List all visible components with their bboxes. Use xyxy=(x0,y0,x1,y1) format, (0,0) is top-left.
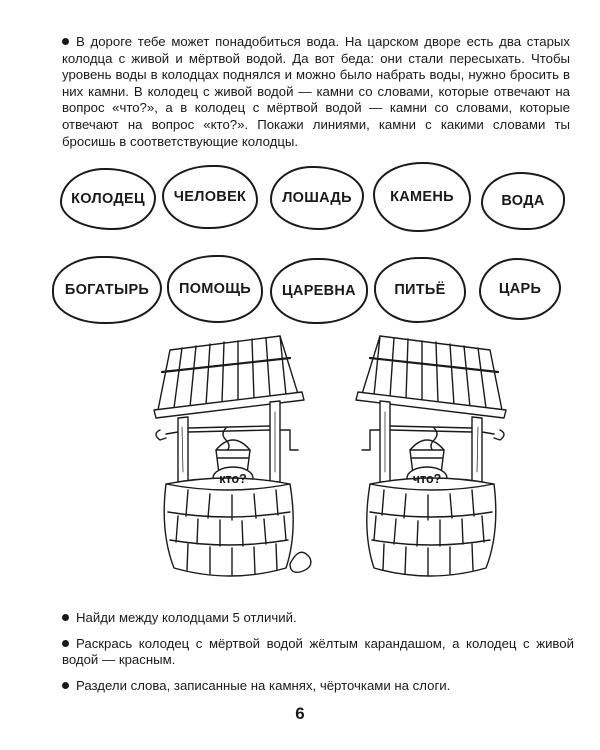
task-list xyxy=(62,610,574,703)
stone-chelovek[interactable] xyxy=(162,165,258,229)
intro-text: В дороге тебе может понадобиться вода. На царском дворе есть два старых колодца с живой и мёртвой водой. Да вот беда: они стали пересыхать. Чтобы уровень воды в колодцах поднялся и можно было набрать воды, нужно бросить в них камни. В колодец с живой водой — камни со словами, которые отвечают на вопрос «что?», а в колодец с мёртвой водой — камни со словами, которые отвечают на вопрос «кто?». Покажи линиями, камни с какими словами ты бросишь в соответствующие колодцы. xyxy=(62,34,570,149)
task-text: Найди между колодцами 5 отличий. xyxy=(76,610,297,625)
bullet-icon xyxy=(62,614,69,621)
stone-pitie[interactable] xyxy=(374,257,466,323)
stone-label: ПОМОЩЬ xyxy=(178,281,252,297)
page-number: 6 xyxy=(295,704,305,723)
stone-label: ЛОШАДЬ xyxy=(282,190,352,206)
stone-voda[interactable] xyxy=(481,172,565,230)
word-stones xyxy=(0,0,600,330)
stone-label: ЦАРЬ xyxy=(498,281,542,297)
stone-bogatyr[interactable] xyxy=(52,256,162,324)
task-text: Раскрась колодец с мёртвой водой жёлтым карандашом, а колодец с живой водой — красным. xyxy=(62,635,574,668)
bullet-icon xyxy=(62,640,69,647)
bucket-label-right: что? xyxy=(412,472,442,486)
stone-label: ЧЕЛОВЕК xyxy=(173,189,247,205)
task-item xyxy=(62,636,574,669)
task-text: Раздели слова, записанные на камнях, чёрточками на слоги. xyxy=(76,677,451,693)
stone-label: ВОДА xyxy=(501,193,545,209)
stone-label: БОГАТЫРЬ xyxy=(64,282,150,298)
stone-label: КОЛОДЕЦ xyxy=(71,191,145,207)
stone-kamen[interactable] xyxy=(373,162,471,232)
task-item xyxy=(62,678,574,695)
stone-label: КАМЕНЬ xyxy=(390,189,454,205)
well-living-water[interactable] xyxy=(356,336,506,576)
stone-tsar[interactable] xyxy=(479,258,561,320)
stone-tsarevna[interactable] xyxy=(270,258,368,324)
stone-loshad[interactable] xyxy=(270,166,364,230)
bullet-icon xyxy=(62,682,69,689)
wells-illustration xyxy=(130,332,530,594)
stone-koloded[interactable] xyxy=(60,168,156,230)
well-dead-water[interactable] xyxy=(154,336,311,576)
task-item xyxy=(62,610,574,627)
stone-label: ПИТЬЁ xyxy=(394,282,446,298)
stone-label: ЦАРЕВНА xyxy=(282,283,356,299)
stone-pomoshch[interactable] xyxy=(167,255,263,323)
bucket-label-left: кто? xyxy=(219,472,247,486)
